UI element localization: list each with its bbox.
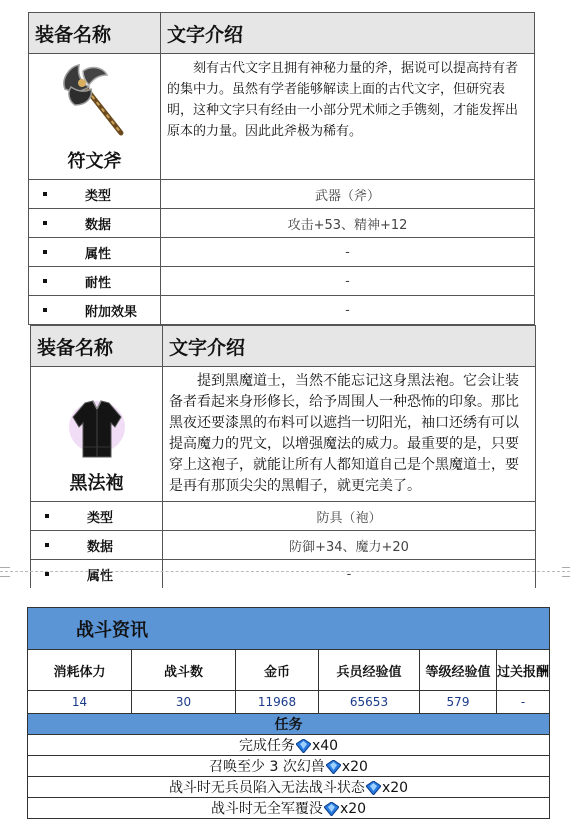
task-text: 战斗时无兵员陷入无法战斗状态 bbox=[168, 780, 365, 796]
battle-axe-icon bbox=[55, 61, 135, 141]
prop-value-type: 防具（袍） bbox=[163, 502, 536, 531]
equipment-description: 提到黑魔道士，当然不能忘记这身黑法袍。它会让装备者看起来身形修长，给予周围人一种恐怖的印象。那比黑夜还要漆黑的布料可以遮挡一切阳光，袖口还绣有可以提高魔力的咒文，以增强魔法的威力。最重要的是，只要穿上这袍子，就能让所有人都知道自己是个黑魔道士，要是再有那顶尖尖的黑帽子，就更完美了。 bbox=[163, 367, 536, 502]
equipment-description: 刻有古代文字且拥有神秘力量的斧，据说可以提高持有者的集中力。虽然有学者能够解读上面的古代文字，但研究表明，这种文字只有经由一小部分咒术师之手镌刻，才能发挥出原本的力量。因此此斧极为稀有。 bbox=[161, 54, 535, 180]
header-description: 文字介绍 bbox=[161, 13, 535, 54]
value-level-exp: 579 bbox=[420, 691, 497, 714]
task-row bbox=[28, 756, 550, 777]
bullet-icon bbox=[45, 514, 49, 518]
col-header-stamina: 消耗体力 bbox=[28, 650, 132, 691]
prop-label-stats: 数据 bbox=[29, 209, 161, 238]
equipment-image-cell bbox=[31, 367, 163, 502]
page-break-line bbox=[0, 571, 570, 572]
bullet-icon bbox=[45, 572, 49, 576]
prop-label-element: 属性 bbox=[29, 238, 161, 267]
task-row bbox=[28, 798, 550, 819]
col-header-clear-reward: 过关报酬 bbox=[497, 650, 550, 691]
col-header-battles: 战斗数 bbox=[132, 650, 236, 691]
prop-value-element: - bbox=[161, 238, 535, 267]
prop-value-stats: 防御+34、魔力+20 bbox=[163, 531, 536, 560]
bullet-icon bbox=[43, 279, 47, 283]
task-row bbox=[28, 777, 550, 798]
bullet-icon bbox=[43, 250, 47, 254]
blue-gem-icon bbox=[366, 781, 381, 795]
bullet-icon bbox=[43, 308, 47, 312]
bullet-icon bbox=[43, 192, 47, 196]
col-header-level-exp: 等级经验值 bbox=[420, 650, 497, 691]
prop-label-element: 属性 bbox=[31, 560, 163, 589]
prop-label-stats: 数据 bbox=[31, 531, 163, 560]
prop-value-type: 武器（斧） bbox=[161, 180, 535, 209]
value-stamina: 14 bbox=[28, 691, 132, 714]
value-battles: 30 bbox=[132, 691, 236, 714]
col-header-gold: 金币 bbox=[236, 650, 319, 691]
prop-value-element: - bbox=[163, 560, 536, 589]
blue-gem-icon bbox=[326, 760, 341, 774]
col-header-troop-exp: 兵员经验值 bbox=[319, 650, 420, 691]
task-reward: x20 bbox=[381, 780, 409, 796]
prop-label-type: 类型 bbox=[29, 180, 161, 209]
prop-label-type: 类型 bbox=[31, 502, 163, 531]
task-reward: x20 bbox=[339, 801, 367, 817]
equipment-name: 黑法袍 bbox=[69, 473, 124, 494]
black-robe-icon bbox=[67, 397, 127, 463]
task-section-title: 任务 bbox=[28, 714, 550, 735]
prop-value-stats: 攻击+53、精神+12 bbox=[161, 209, 535, 238]
blue-gem-icon bbox=[296, 739, 311, 753]
task-text: 战斗时无全军覆没 bbox=[210, 801, 323, 817]
task-text: 召唤至少 3 次幻兽 bbox=[209, 759, 325, 775]
header-equipment-name: 装备名称 bbox=[29, 13, 161, 54]
value-clear-reward: - bbox=[497, 691, 550, 714]
task-text: 完成任务 bbox=[238, 738, 295, 754]
header-equipment-name: 装备名称 bbox=[31, 326, 163, 367]
battle-info-title: 战斗资讯 bbox=[28, 608, 550, 650]
page-break-marker bbox=[0, 567, 10, 577]
value-troop-exp: 65653 bbox=[319, 691, 420, 714]
prop-label-resistance: 耐性 bbox=[29, 267, 161, 296]
prop-value-resistance: - bbox=[161, 267, 535, 296]
bullet-icon bbox=[45, 543, 49, 547]
equipment-table-black-robe bbox=[30, 325, 536, 588]
header-description: 文字介绍 bbox=[163, 326, 536, 367]
equipment-table-rune-axe bbox=[28, 12, 535, 325]
task-reward: x20 bbox=[341, 759, 368, 775]
equipment-image-cell bbox=[29, 54, 161, 180]
prop-label-extra-effect: 附加效果 bbox=[29, 296, 161, 325]
equipment-name: 符文斧 bbox=[67, 151, 122, 172]
task-reward: x40 bbox=[311, 738, 339, 754]
battle-info-table bbox=[27, 607, 550, 819]
task-row bbox=[28, 735, 550, 756]
bullet-icon bbox=[43, 221, 47, 225]
blue-gem-icon bbox=[324, 802, 339, 816]
page-break-marker bbox=[562, 567, 570, 577]
value-gold: 11968 bbox=[236, 691, 319, 714]
prop-value-extra-effect: - bbox=[161, 296, 535, 325]
